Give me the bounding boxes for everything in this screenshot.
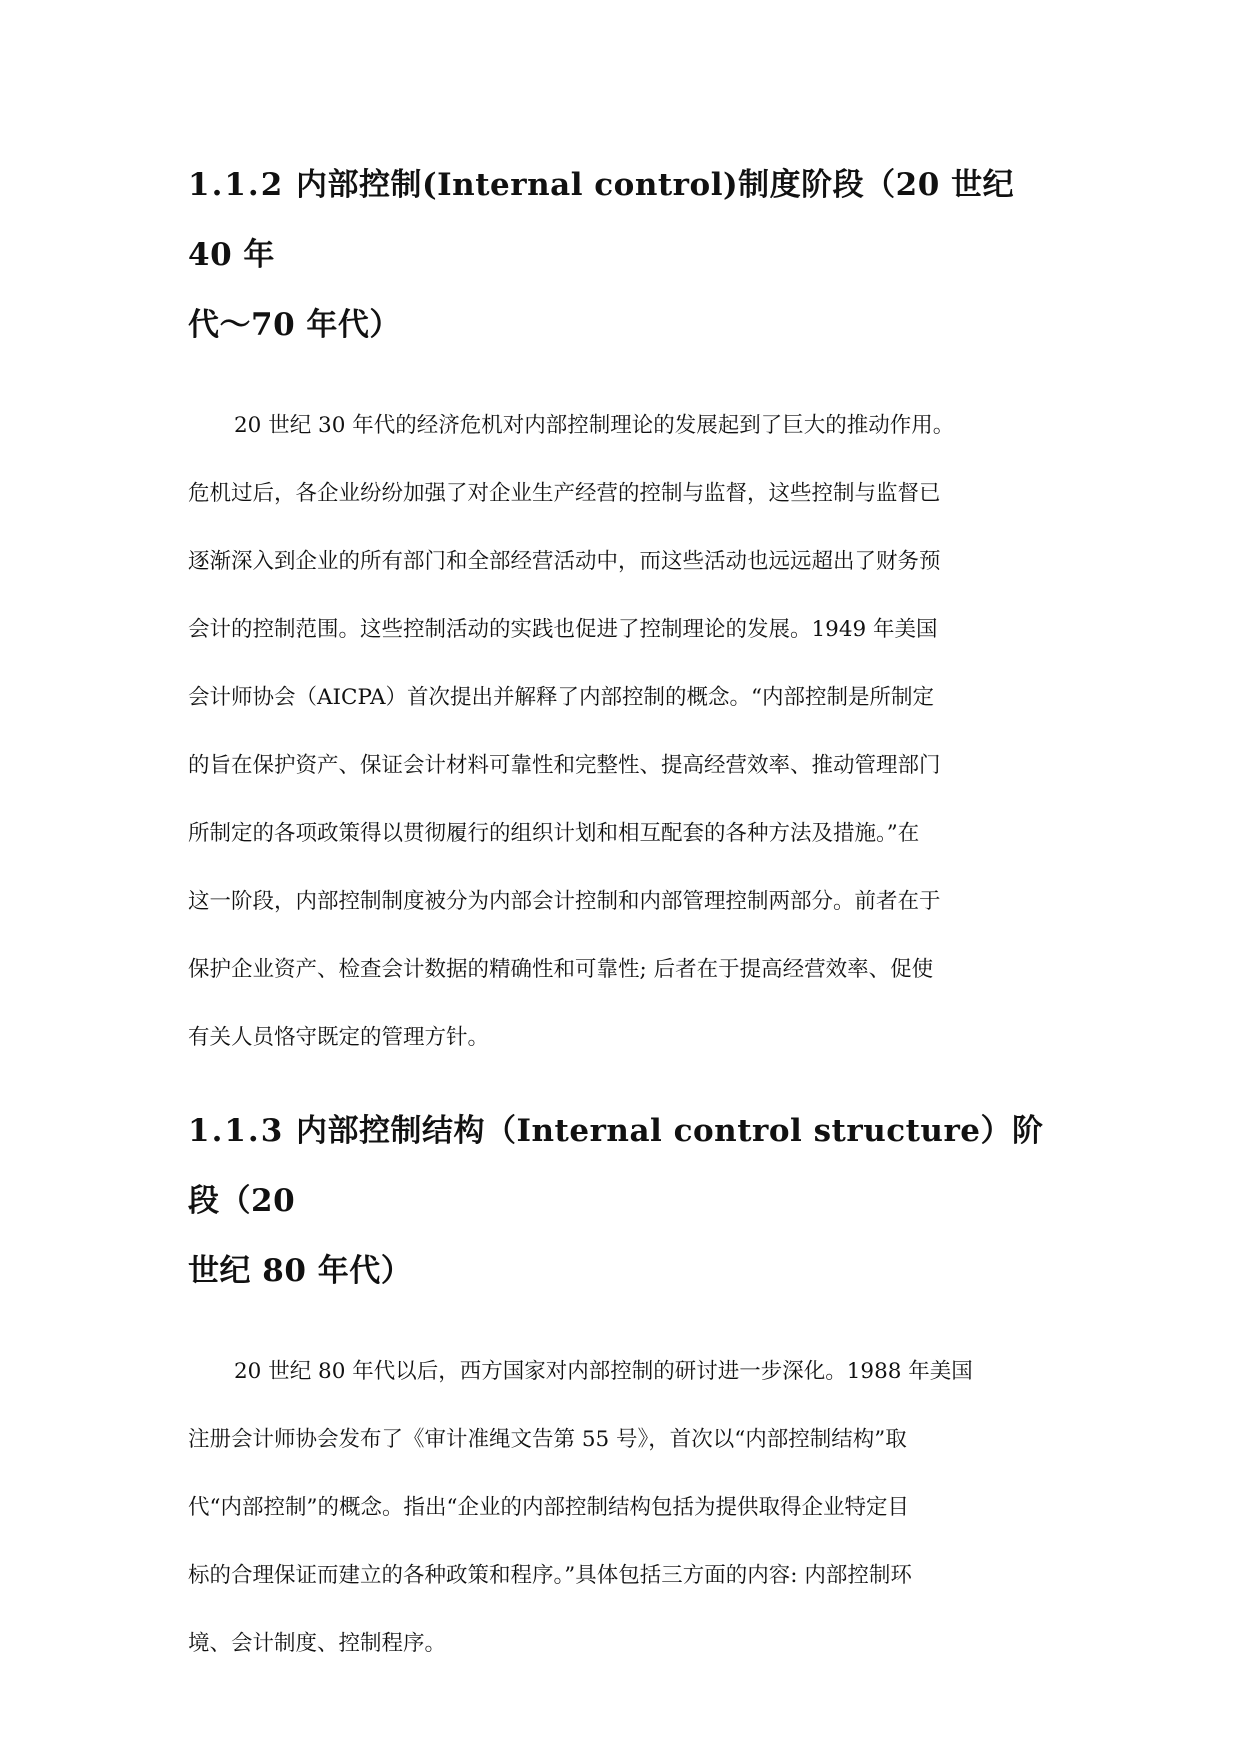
section-number: 1.1.2 [188,167,285,203]
paragraph-line: 所制定的各项政策得以贯彻履行的组织计划和相互配套的各种方法及措施。”在 [188,821,920,846]
paragraph-line: 注册会计师协会发布了《审计准绳文告第 55 号》，首次以“内部控制结构”取 [188,1427,907,1452]
paragraph-line: 会计师协会（AICPA）首次提出并解释了内部控制的概念。“内部控制是所制定 [188,685,934,710]
section-heading [188,150,1058,360]
section-title-line-1: 内部控制结构（Internal control structure）阶段（20 [188,1113,1044,1219]
section-heading [188,1096,1058,1306]
paragraph-line: 代“内部控制”的概念。指出“企业的内部控制结构包括为提供取得企业特定目 [188,1495,909,1520]
section-title-line-2: 代～70 年代） [188,307,401,343]
paragraph-line: 标的合理保证而建立的各种政策和程序。”具体包括三方面的内容: 内部控制环 [188,1563,912,1588]
section-1-1-2 [188,150,1058,1072]
paragraph-line: 会计的控制范围。这些控制活动的实践也促进了控制理论的发展。1949 年美国 [188,617,938,642]
paragraph-line: 危机过后，各企业纷纷加强了对企业生产经营的控制与监督，这些控制与监督已 [188,481,941,506]
section-title-line-2: 世纪 80 年代） [188,1253,413,1289]
section-paragraph [188,1338,1058,1678]
paragraph-line: 20 世纪 80 年代以后，西方国家对内部控制的研讨进一步深化。1988 年美国 [234,1359,973,1384]
section-title-line-1: 内部控制(Internal control)制度阶段（20 世纪 40 年 [188,167,1015,273]
paragraph-line: 保护企业资产、检查会计数据的精确性和可靠性; 后者在于提高经营效率、促使 [188,957,934,982]
section-number: 1.1.3 [188,1113,285,1149]
paragraph-line: 这一阶段，内部控制制度被分为内部会计控制和内部管理控制两部分。前者在于 [188,889,941,914]
section-paragraph [188,392,1058,1072]
paragraph-line: 逐渐深入到企业的所有部门和全部经营活动中，而这些活动也远远超出了财务预 [188,549,941,574]
paragraph-line: 有关人员恪守既定的管理方针。 [188,1025,490,1050]
paragraph-line: 20 世纪 30 年代的经济危机对内部控制理论的发展起到了巨大的推动作用。 [234,413,955,438]
paragraph-line: 境、会计制度、控制程序。 [188,1631,447,1656]
paragraph-line: 的旨在保护资产、保证会计材料可靠性和完整性、提高经营效率、推动管理部门 [188,753,941,778]
section-1-1-3 [188,1096,1058,1678]
